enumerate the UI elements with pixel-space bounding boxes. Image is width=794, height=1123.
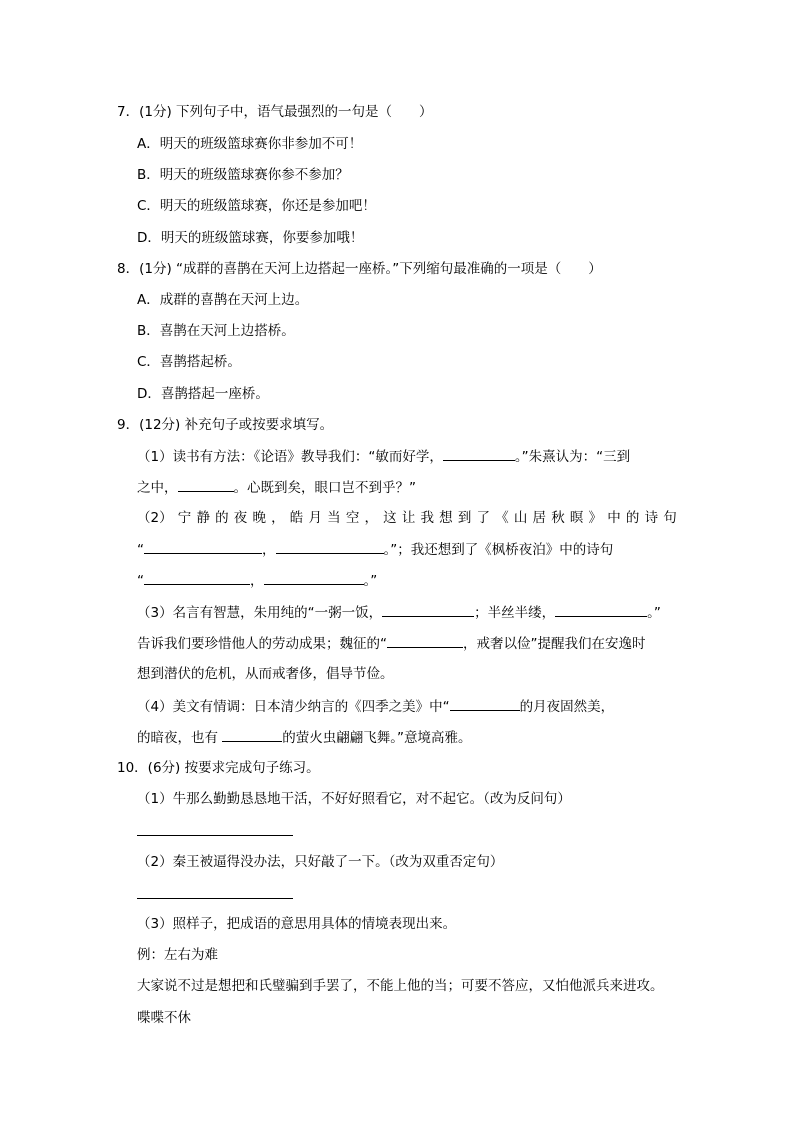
q9-part2-token: 这 bbox=[383, 510, 397, 526]
q10-example-label: 例：左右为难 bbox=[137, 947, 218, 963]
q9-part2-line2 bbox=[137, 539, 613, 560]
blank-7[interactable] bbox=[382, 602, 474, 617]
q9-part2-token: 到 bbox=[457, 510, 472, 526]
quote-close: 。” bbox=[363, 573, 378, 589]
blank-9[interactable] bbox=[387, 633, 463, 648]
q9-part2-text-b: 。”；我还想到了《枫桥夜泊》中的诗句 bbox=[383, 542, 614, 558]
q8-option-b: B．喜鹊在天河上边搭桥。 bbox=[137, 323, 295, 339]
q9-part3-text-b-close: ，戒奢以俭”提醒我们在安逸时 bbox=[463, 636, 646, 652]
q9-part2-line1 bbox=[137, 508, 677, 528]
q9-part4-line1 bbox=[137, 696, 614, 717]
q9-part4-text-b: 的暗夜，也有 bbox=[137, 730, 223, 746]
q9-part4-text-a-close: 的月夜固然美， bbox=[519, 699, 615, 715]
quote-open: “ bbox=[137, 542, 144, 558]
q9-part2-token: 当 bbox=[327, 510, 341, 526]
q9-part1-text-a: （1）读书有方法：《论语》教导我们：“敏而好学， bbox=[137, 449, 443, 465]
blank-1[interactable] bbox=[443, 446, 515, 461]
q9-part2-token: 秋 bbox=[551, 510, 565, 526]
q9-part2-token: 中 bbox=[607, 510, 621, 526]
q9-part2-token: 诗 bbox=[644, 510, 659, 526]
q9-part1-line1 bbox=[137, 446, 630, 467]
q10-sentence-1: （1）牛那么勤勤恳恳地干活，不好好照看它，对不起它。（改为反问句） bbox=[137, 791, 571, 807]
q9-part2-token: 居 bbox=[532, 510, 547, 526]
q8-option-c: C．喜鹊搭起桥。 bbox=[137, 354, 241, 370]
answer-line-2[interactable] bbox=[137, 898, 293, 899]
comma: ， bbox=[262, 542, 276, 558]
blank-5[interactable] bbox=[144, 570, 250, 585]
q9-part2-line3 bbox=[137, 570, 377, 591]
q9-part2-token: 的 bbox=[625, 510, 640, 526]
q9-part2-token: 让 bbox=[401, 510, 416, 526]
q7-option-a: A．明天的班级篮球赛你非参加不可！ bbox=[137, 136, 363, 152]
q9-part2-token: 宁 bbox=[177, 510, 192, 526]
q7-option-b: B．明天的班级篮球赛你参不参加？ bbox=[137, 167, 349, 183]
q9-part3-line1 bbox=[137, 602, 661, 623]
q10-stem: 10．(6分) 按要求完成句子练习。 bbox=[117, 760, 320, 776]
blank-8[interactable] bbox=[555, 602, 647, 617]
q9-part3-line3: 想到潜伏的危机，从而戒奢侈，倡导节俭。 bbox=[137, 666, 394, 682]
q9-part4-line2 bbox=[137, 727, 472, 748]
blank-4[interactable] bbox=[276, 539, 384, 554]
q9-part2-token: 的 bbox=[215, 510, 229, 526]
q9-part2-token: 暝 bbox=[569, 510, 584, 526]
blank-10[interactable] bbox=[450, 696, 520, 711]
q8-option-d: D．喜鹊搭起一座桥。 bbox=[137, 386, 269, 402]
blank-11[interactable] bbox=[222, 727, 282, 742]
q9-part2-token: 山 bbox=[513, 510, 528, 526]
q9-part2-token: 夜 bbox=[233, 510, 248, 526]
q9-stem: 9．(12分) 补充句子或按要求填写。 bbox=[117, 417, 334, 433]
q9-part2-token: 句 bbox=[663, 510, 677, 526]
q9-part2-token: （2） bbox=[137, 510, 173, 526]
quote-close: 。” bbox=[647, 605, 661, 621]
q9-part3-text-semi: ；半丝半缕， bbox=[474, 605, 556, 621]
q8-stem: 8．(1分) “成群的喜鹊在天河上边搭起一座桥。”下列缩句最准确的一项是（ ） bbox=[117, 261, 602, 277]
q9-part2-token: 想 bbox=[439, 510, 453, 526]
q10-sentence-3: （3）照样子，把成语的意思用具体的情境表现出来。 bbox=[137, 916, 457, 932]
q9-part1-text-c: 之中， bbox=[137, 480, 178, 496]
q9-part2-token: 空 bbox=[345, 510, 360, 526]
comma: ， bbox=[250, 573, 264, 589]
q10-example-text: 大家说不过是想把和氏璧骗到手罢了，不能上他的当；可要不答应，又怕他派兵来进攻。 bbox=[137, 978, 664, 994]
q9-part1-text-d: 。心既到矣，眼口岂不到乎？” bbox=[233, 480, 416, 496]
q9-part2-token: 晚 bbox=[252, 510, 266, 526]
q7-option-d: D．明天的班级篮球赛，你要参加哦！ bbox=[137, 230, 364, 246]
q9-part3-text-b: 告诉我们要珍惜他人的劳动成果；魏征的“ bbox=[137, 636, 387, 652]
blank-2[interactable] bbox=[178, 477, 234, 492]
q9-part2-token: ， bbox=[271, 510, 285, 526]
q7-option-c: C．明天的班级篮球赛，你还是参加吧！ bbox=[137, 198, 376, 214]
blank-6[interactable] bbox=[264, 570, 364, 585]
quote-open: “ bbox=[137, 573, 144, 589]
q9-part2-token: 》 bbox=[588, 510, 603, 526]
q10-idiom: 喋喋不休 bbox=[137, 1010, 191, 1026]
q9-part1-line2 bbox=[137, 477, 416, 498]
q9-part2-token: 月 bbox=[308, 510, 322, 526]
q9-part4-text-b-close: 的萤火虫翩翩飞舞。”意境高雅。 bbox=[282, 730, 472, 746]
q9-part2-token: 皓 bbox=[289, 510, 304, 526]
q9-part2-token: 静 bbox=[196, 510, 210, 526]
q8-option-a: A．成群的喜鹊在天河上边。 bbox=[137, 292, 309, 308]
answer-line-1[interactable] bbox=[137, 835, 293, 836]
q9-part1-text-b: 。”朱熹认为：“三到 bbox=[514, 449, 631, 465]
q9-part3-text-a: （3）名言有智慧，朱用纯的“一粥一饭， bbox=[137, 605, 383, 621]
q9-part2-token: 我 bbox=[420, 510, 434, 526]
q7-stem: 7．(1分) 下列句子中，语气最强烈的一句是（ ） bbox=[117, 104, 433, 120]
blank-3[interactable] bbox=[144, 539, 262, 554]
q9-part3-line2 bbox=[137, 633, 646, 654]
q9-part2-token: 了 bbox=[476, 510, 491, 526]
q9-part2-token: ， bbox=[364, 510, 378, 526]
q9-part4-text-a: （4）美文有情调：日本清少纳言的《四季之美》中“ bbox=[137, 699, 450, 715]
q9-part2-token: 《 bbox=[495, 510, 509, 526]
q10-sentence-2: （2）秦王被逼得没办法，只好敲了一下。（改为双重否定句） bbox=[137, 854, 504, 870]
